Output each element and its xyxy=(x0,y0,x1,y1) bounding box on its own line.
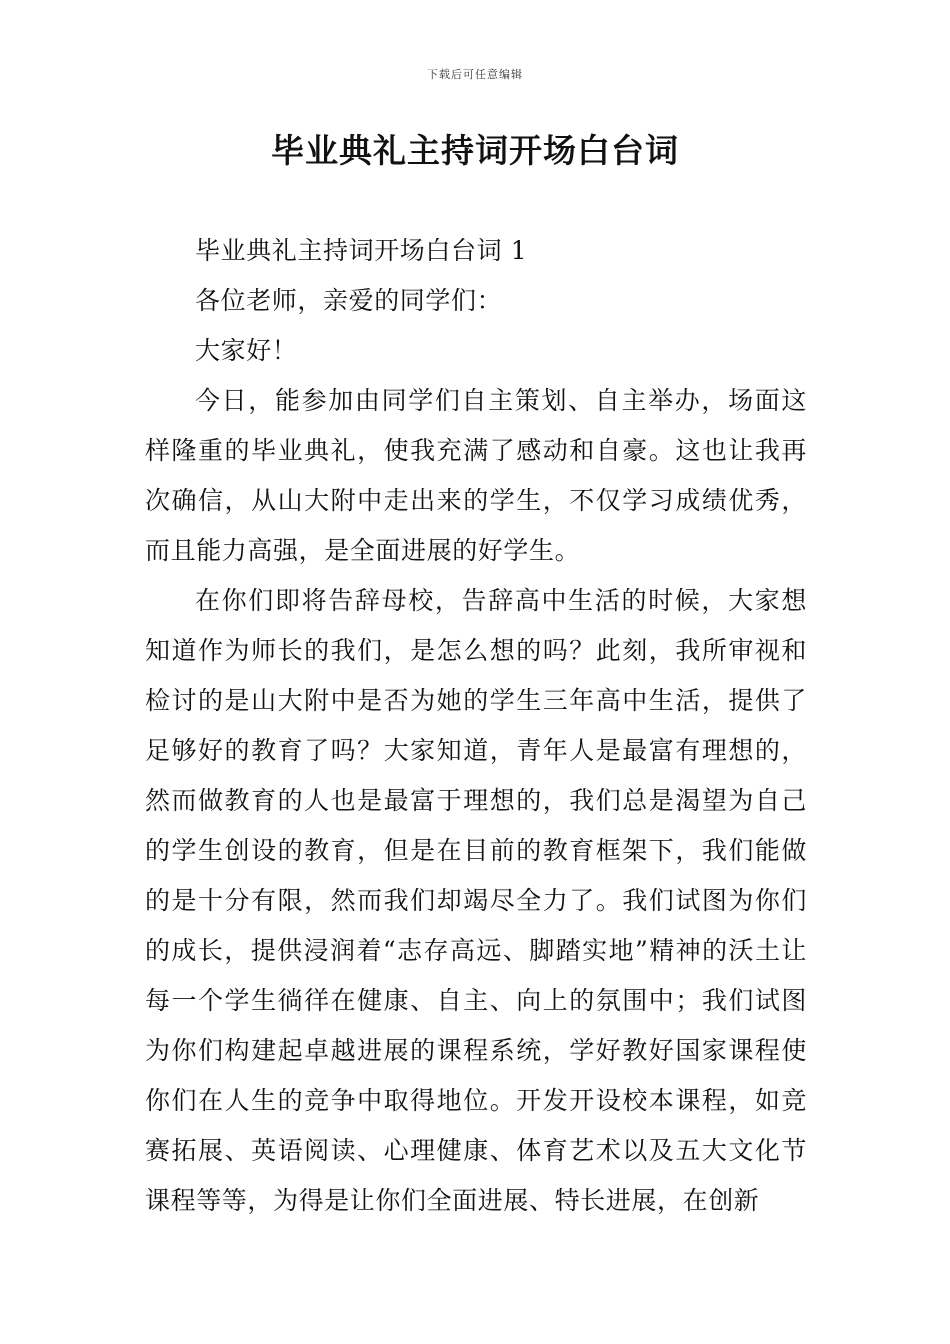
paragraph-2: 在你们即将告辞母校，告辞高中生活的时候，大家想知道作为师长的我们，是怎么想的吗？此刻，我所审视和检讨的是山大附中是否为她的学生三年高中生活，提供了足够好的教育了吗？大家知道，青年人是最富有理想的，然而做教育的人也是最富于理想的，我们总是渴望为自己的学生创设的教育，但是在目前的教育框架下，我们能做的是十分有限，然而我们却竭尽全力了。我们试图为你们的成长，提供浸润着“志存高远、脚踏实地”精神的沃土让每一个学生徜徉在健康、自主、向上的氛围中；我们试图为你们构建起卓越进展的课程系统，学好教好国家课程使你们在人生的竞争中取得地位。开发开设校本课程，如竞赛拓展、英语阅读、心理健康、体育艺术以及五大文化节课程等等，为得是让你们全面进展、特长进展，在创新 xyxy=(145,586,807,1215)
hello-line: 大家好！ xyxy=(195,336,298,365)
greeting-line: 各位老师，亲爱的同学们： xyxy=(195,286,503,315)
paragraph-1: 今日，能参加由同学们自主策划、自主举办，场面这样隆重的毕业典礼，使我充满了感动和自豪。这也让我再次确信，从山大附中走出来的学生，不仅学习成绩优秀，而且能力高强，是全面进展的好学生。 xyxy=(145,386,807,565)
section-subtitle: 毕业典礼主持词开场白台词 1 xyxy=(195,236,528,265)
header-note: 下载后可任意编辑 xyxy=(427,68,523,81)
document-title: 毕业典礼主持词开场白台词 xyxy=(271,131,679,170)
document-body xyxy=(145,226,807,1226)
